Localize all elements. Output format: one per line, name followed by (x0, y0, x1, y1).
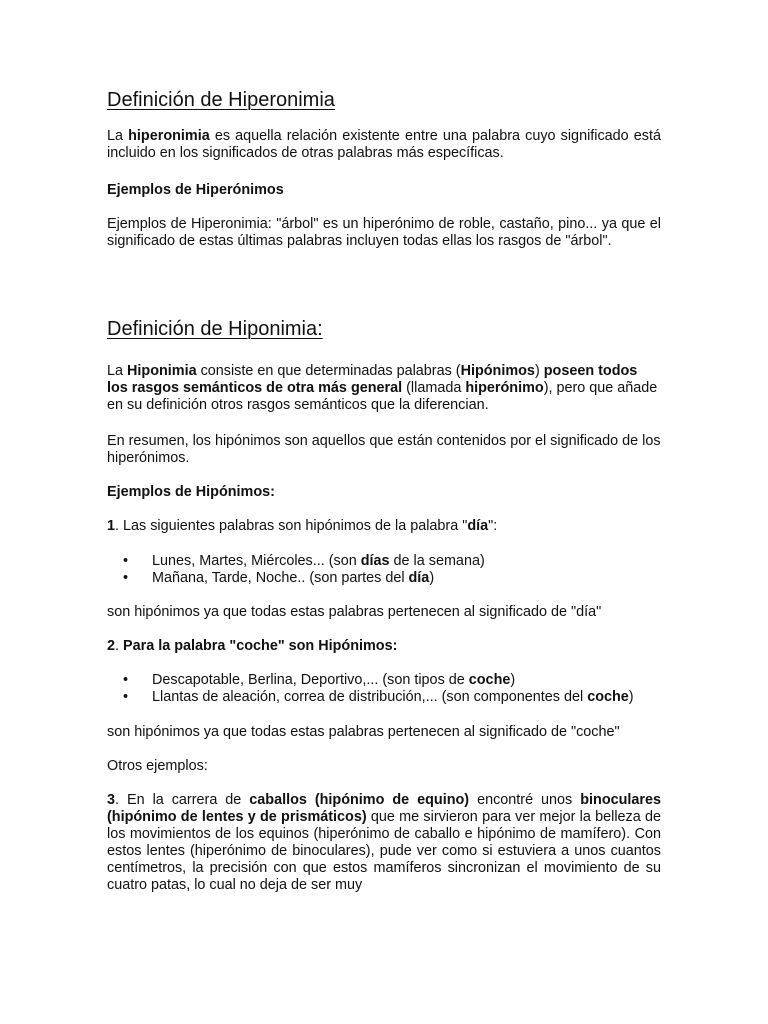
hiponimia-title: Definición de Hiponimia: (107, 318, 323, 340)
list-item: • Mañana, Tarde, Noche.. (son partes del día) (107, 570, 485, 587)
list-item: • Descapotable, Berlina, Deportivo,... (son tipos de coche) (107, 672, 634, 689)
example-2-list (107, 672, 634, 706)
hiperonimia-title: Definición de Hiperonimia (107, 89, 335, 111)
hiponimos-examples-title: Ejemplos de Hipónimos: (107, 484, 275, 500)
example-1-intro: 1. Las siguientes palabras son hipónimos de la palabra "día": (107, 518, 498, 534)
hiperonimos-examples-title: Ejemplos de Hiperónimos (107, 182, 284, 198)
hiperonimia-example-text: Ejemplos de Hiperonimia: "árbol" es un hiperónimo de roble, castaño, pino... ya que el significado de estas últimas palabras incluyen todas ellas los rasgos de "árbol". (107, 216, 661, 249)
example-2-intro: 2. Para la palabra "coche" son Hipónimos: (107, 638, 398, 654)
hiponimia-definition: La Hiponimia consiste en que determinadas palabras (Hipónimos) poseen todos los rasgos semánticos de otra más general (llamada hiperónimo), pero que añade en su definición otros rasgos semánticos que la diferencian. (107, 363, 658, 413)
example-3-paragraph: 3. En la carrera de caballos (hipónimo de equino) encontré unos binoculares (hipónimo de lentes y de prismáticos) que me sirvieron para ver mejor la belleza de los movimientos de los equinos (hiperónimo de caballo e hipónimo de mamífero). Con estos lentes (hiperónimo de binoculares), pude ver como si estuviera a unos cuantos centímetros, la precisión con que estos mamíferos sincronizan el movimiento de su cuatro patas, lo cual no deja de ser muy (107, 792, 662, 893)
example-1-conclusion: son hipónimos ya que todas estas palabras pertenecen al significado de "día" (107, 604, 602, 620)
example-1-list (107, 553, 485, 587)
hiperonimia-definition: La hiperonimia es aquella relación existente entre una palabra cuyo significado está incluido en los significados de otras palabras más específicas. (107, 128, 661, 161)
list-item: • Lunes, Martes, Miércoles... (son días de la semana) (107, 553, 485, 570)
example-2-conclusion: son hipónimos ya que todas estas palabras pertenecen al significado de "coche" (107, 724, 620, 740)
list-item: • Llantas de aleación, correa de distribución,... (son componentes del coche) (107, 689, 634, 706)
hiponimia-summary: En resumen, los hipónimos son aquellos que están contenidos por el significado de los hiperónimos. (107, 433, 661, 466)
other-examples-label: Otros ejemplos: (107, 758, 208, 774)
